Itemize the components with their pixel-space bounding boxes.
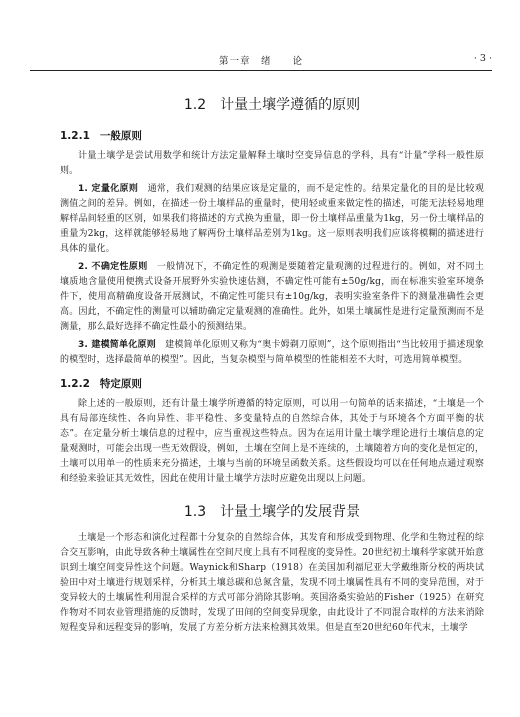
paragraph-quantification [60, 182, 484, 257]
principle-text: 一般情况下，不确定性的观测是要随着定量观测的过程进行的。例如，对不同土壤质地含量使用便携式设备开展野外实验快速估测，不确定性可能有±50g/kg，而在标准实验室环境条件下，使用高精确度设备开展测试，不确定性可能只有±10g/kg，表明实验室条件下的测量准确性会更高。因此，不确定性的测量可以辅助确定定量观测的准确性。此外，如果土壤属性是进行定量预测而不是测量，那么最好选择不确定性最小的预测结果。 [60, 262, 484, 332]
section-heading-1-3: 1.3 计量土壤学的发展背景 [183, 504, 361, 520]
subsection-heading-1-2-1 [60, 128, 484, 143]
principle-text: 通常，我们观测的结果应该是定量的，而不是定性的。结果定量化的目的是比较观测值之间的差异。例如，在描述一份土壤样品的重量时，使用轻或重来做定性的描述，可能无法轻易地理解样品间轻重的区别，如果我们将描述的方式换为重量，即一份土壤样品重量为1kg，另一份土壤样品的重量为2kg，这样就能够轻易地了解两份土壤样品差别为1kg。这一原则表明我们应该将模糊的描述进行具体的量化。 [60, 184, 484, 254]
principle-label: 3. 建模简单化原则 [78, 340, 156, 350]
subsection-heading-1-2-2 [60, 376, 484, 391]
section-heading-1-2: 1.2 计量土壤学遵循的原则 [183, 97, 361, 113]
page-number: · 3 · [473, 53, 492, 64]
chapter-title: 第一章 绪 论 [218, 56, 303, 67]
page-content [60, 88, 484, 639]
paragraph-simplicity [60, 338, 484, 368]
principle-label: 2. 不确定性原则 [78, 262, 148, 272]
paragraph-uncertainty [60, 260, 484, 335]
paragraph-intro: 计量土壤学是尝试用数学和统计方法定量解释土壤时空变异信息的学科，具有“计量”学科一般性原则。 [60, 151, 484, 176]
principle-text: 建模简单化原则又称为“奥卡姆剃刀原则”，这个原则指出“当比较用于描述现象的模型时，选择最简单的模型”。因此，当复杂模型与简单模型的性能相差不大时，可选用简单模型。 [60, 340, 484, 365]
paragraph-specific-principles: 除上述的一般原则，还有计量土壤学所遵循的特定原则，可以用一句简单的话来描述，“土壤是一个具有局部连续性、各向异性、非平稳性、多变量特点的自然综合体，其处于与环境各个方面平衡的状态”。在定量分析土壤信息的过程中，应当重视这些特点。因为在运用计量土壤学理论进行土壤信息的定量观测时，可能会出现一些无效假设，例如，土壤在空间上是不连续的，土壤随着方向的变化是恒定的，土壤可以用单一的性质来充分描述，土壤与当前的环境呈函数关系。这些假设均可以在任何地点通过观察和经验来验证其无效性，因此在使用计量土壤学方法时应避免出现以上问题。 [60, 399, 484, 484]
running-header [30, 50, 492, 71]
subsection-title: 一般原则 [99, 130, 142, 142]
subsection-title: 特定原则 [99, 378, 142, 390]
subsection-number: 1.2.2 [60, 378, 90, 390]
principle-label: 1. 定量化原则 [78, 184, 139, 194]
subsection-number: 1.2.1 [60, 130, 90, 142]
paragraph-background: 土壤是一个形态和演化过程都十分复杂的自然综合体，其发育和形成受到物理、化学和生物过程的综合交互影响，由此导致各种土壤属性在空间尺度上具有不同程度的变异性。20世纪初土壤科学家就开始意识到土壤空间变异性这个问题。Waynick和Sharp（1918）在美国加利福尼亚大学戴维斯分校的两块试验田中对土壤进行规划采样，分析其土壤总碳和总氮含量，发现不同土壤属性具有不同的变异范围，对于变异较大的土壤属性利用混合采样的方式可部分消除其影响。英国洛桑实验站的Fisher（1925）在研究作物对不同农业管理措施的反馈时，发现了田间的空间变异现象，由此设计了不同混合取样的方法来消除短程变异和远程变异的影响，发展了方差分析方法来检测其效果。但是直至20世纪60年代末，土壤学 [60, 533, 484, 633]
